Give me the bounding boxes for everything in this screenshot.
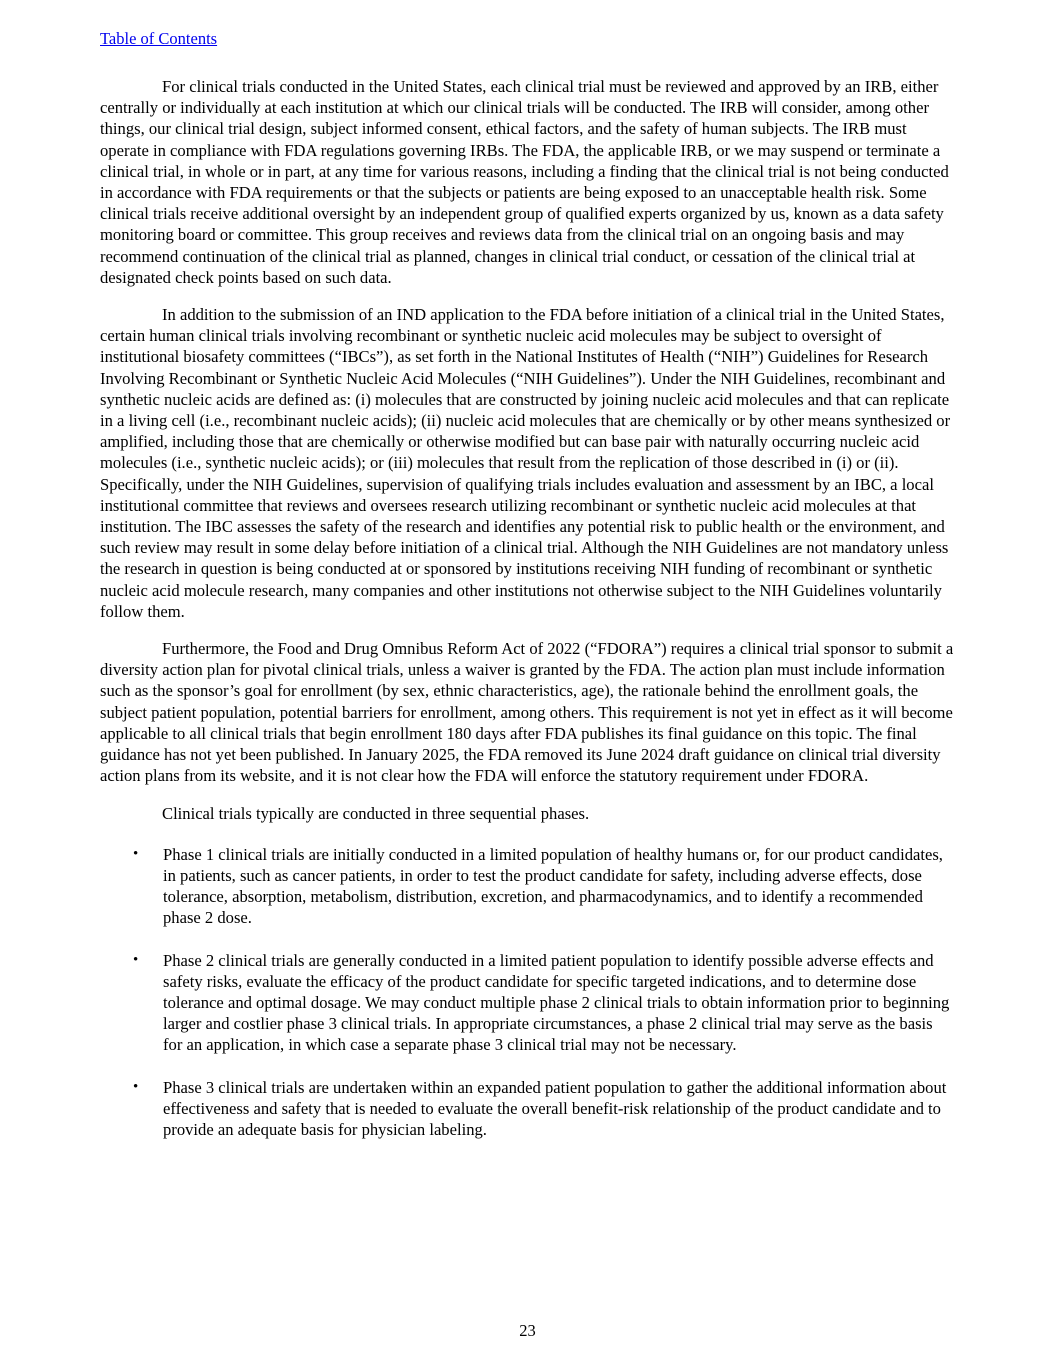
list-item-phase-2 [100,950,955,1056]
list-item-phase-3 [100,1077,955,1141]
page-number: 23 [519,1321,536,1340]
list-item-phase-3-text: Phase 3 clinical trials are undertaken within an expanded patient population to gather the additional information about effectiveness and safety that is needed to evaluate the overall benefit-risk relationship of the product candidate and to provide an adequate basis for physician labeling. [163,1077,947,1139]
table-of-contents-link[interactable]: Table of Contents [100,29,218,48]
bullet-icon: • [133,1078,139,1095]
paragraph-irb-review: For clinical trials conducted in the United States, each clinical trial must be reviewed and approved by an IRB, either centrally or individually at each institution at which our clinical trials will be conducted. The IRB will consider, among other things, our clinical trial design, subject informed consent, ethical factors, and the safety of human subjects. The IRB must operate in compliance with FDA regulations governing IRBs. The FDA, the applicable IRB, or we may suspend or terminate a clinical trial, in whole or in part, at any time for various reasons, including a finding that the clinical trial is not being conducted in accordance with FDA requirements or that the subjects or patients are being exposed to an unacceptable health risk. Some clinical trials receive additional oversight by an independent group of qualified experts organized by us, known as a data safety monitoring board or committee. This group receives and reviews data from the clinical trial on an ongoing basis and may recommend continuation of the clinical trial as planned, changes in clinical trial conduct, or cessation of the clinical trial at designated check points based on such data. [100,77,949,287]
paragraph-nih-guidelines: In addition to the submission of an IND application to the FDA before initiation of a clinical trial in the United States, certain human clinical trials involving recombinant or synthetic nucleic acid molecules may be subject to oversight of institutional biosafety committees (“IBCs”), as set forth in the National Institutes of Health (“NIH”) Guidelines for Research Involving Recombinant or Synthetic Nucleic Acid Molecules (“NIH Guidelines”). Under the NIH Guidelines, recombinant and synthetic nucleic acids are defined as: (i) molecules that are constructed by joining nucleic acid molecules and that can replicate in a living cell (i.e., recombinant nucleic acids); (ii) nucleic acid molecules that are chemically or by other means synthesized or amplified, including those that are chemically or otherwise modified but can base pair with naturally occurring nucleic acid molecules (i.e., synthetic nucleic acids); or (iii) molecules that result from the replication of those described in (i) or (ii). Specifically, under the NIH Guidelines, supervision of qualifying trials includes evaluation and assessment by an IBC, a local institutional committee that reviews and oversees research utilizing recombinant or synthetic nucleic acid molecules at that institution. The IBC assesses the safety of the research and identifies any potential risk to public health or the environment, and such review may result in some delay before initiation of a clinical trial. Although the NIH Guidelines are not mandatory unless the research in question is being conducted at or sponsored by institutions receiving NIH funding of recombinant or synthetic nucleic acid molecule research, many companies and other institutions not otherwise subject to the NIH Guidelines voluntarily follow them. [100,305,951,621]
bullet-icon: • [133,951,139,968]
paragraph-phases-intro: Clinical trials typically are conducted in three sequential phases. [162,803,590,823]
list-item-phase-2-text: Phase 2 clinical trials are generally conducted in a limited patient population to identify possible adverse effects and safety risks, evaluate the efficacy of the product candidate for specific targeted indications, and to determine dose tolerance and optimal dosage. We may conduct multiple phase 2 clinical trials to obtain information prior to beginning larger and costlier phase 3 clinical trials. In appropriate circumstances, a phase 2 clinical trial may serve as the basis for an application, in which case a separate phase 3 clinical trial may not be necessary. [163,950,950,1055]
bullet-icon: • [133,845,139,862]
list-item-phase-1 [100,844,955,929]
document-body [100,76,955,1140]
paragraph-fdora: Furthermore, the Food and Drug Omnibus Reform Act of 2022 (“FDORA”) requires a clinical trial sponsor to submit a diversity action plan for pivotal clinical trials, unless a waiver is granted by the FDA. The action plan must include information such as the sponsor’s goal for enrollment (by sex, ethnic characteristics, age), the rationale behind the enrollment goals, the subject patient population, potential barriers for enrollment, among others. This requirement is not yet in effect as it will become applicable to all clinical trials that begin enrollment 180 days after FDA publishes its final guidance on this topic. The final guidance has not yet been published. In January 2025, the FDA removed its June 2024 draft guidance on clinical trial diversity action plans from its website, and it is not clear how the FDA will enforce the statutory requirement under FDORA. [100,639,954,786]
list-item-phase-1-text: Phase 1 clinical trials are initially conducted in a limited population of healthy humans or, for our product candidates, in patients, such as cancer patients, in order to test the product candidate for safety, including adverse effects, dose tolerance, absorption, metabolism, distribution, excretion, and pharmacodynamics, and to identify a recommended phase 2 dose. [163,844,943,928]
phases-bullet-list [100,844,955,1140]
